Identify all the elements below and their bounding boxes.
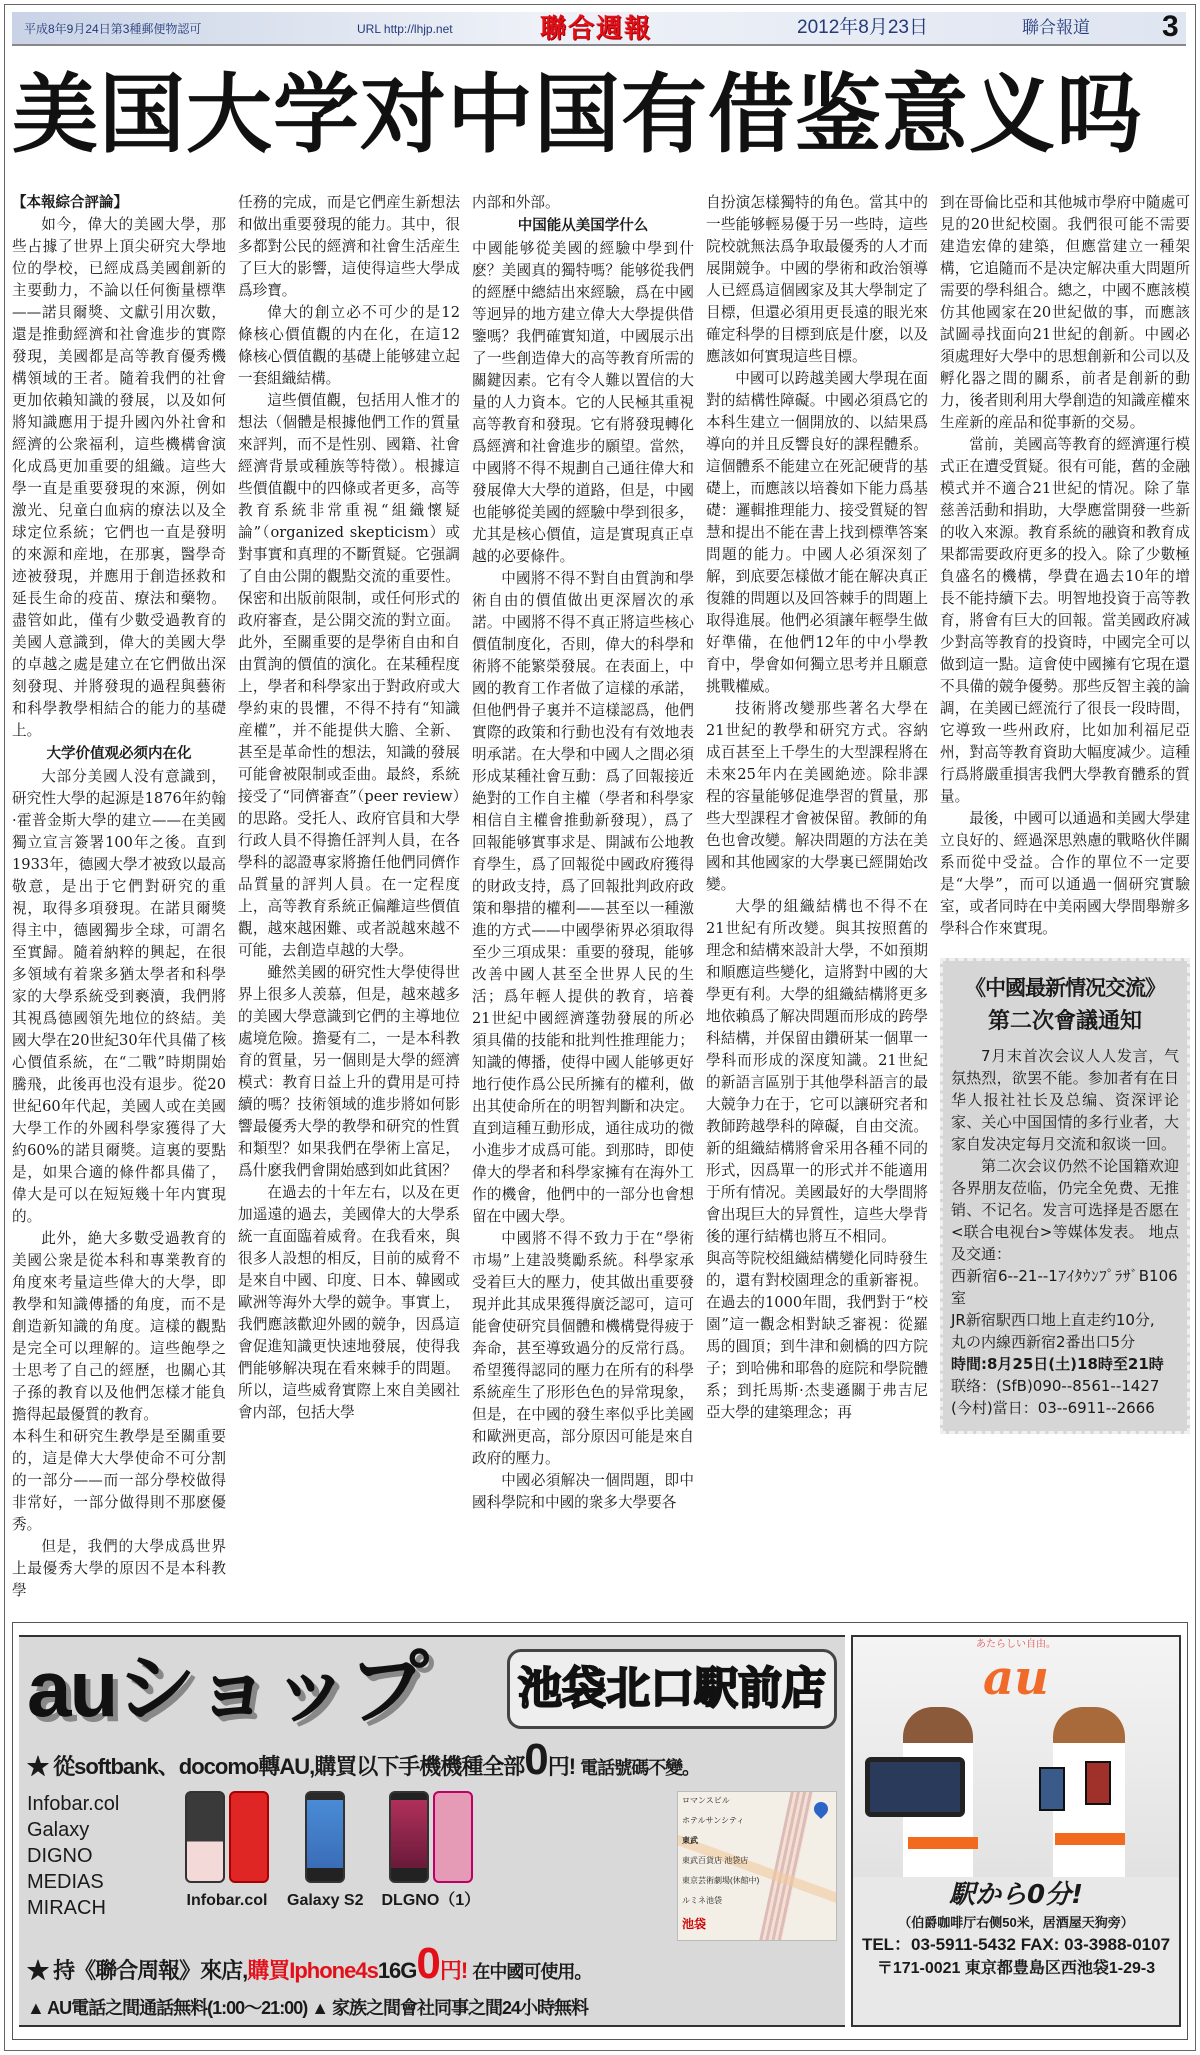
newspaper-logo: 聯合週報 [540,13,653,43]
headline: 美国大学对中国有借鉴意义吗 [12,65,1143,165]
digno-phone-front [389,1791,429,1883]
newspaper-page [4,4,1196,2051]
ad-title-row [27,1641,837,1737]
notice-contact: (今村)當日：03--6911--2666 [951,1399,1155,1417]
article-paragraph: 雖然美國的研究性大學使得世界上很多人羡慕，但是，越來越多的美國大學意識到它們的主導地位處境危險。擔憂有二，一是本科教育的質量，另一個則是大學的經濟模式：教育日益上升的費用是可持續的嗎？技術領域的進步將如何影響最優秀大學的教學和研究的性質和類型？如果我們在學術上富足，爲什麽我們會開始感到如此貧困？ [238,964,460,1179]
iphone-offer: 購買Iphone4s [247,1958,378,1983]
au-shop-logo: auショップ [27,1644,427,1733]
masthead-bar [12,12,1186,46]
zero-price: 0 [416,1939,440,1988]
galaxy-s2-phone [305,1791,345,1883]
zero-price: 0 [524,1735,548,1784]
model-list [27,1791,167,1921]
ad-slogan: 駅から0分! [949,1880,1083,1910]
map-label: ホテルサンシティ [682,1816,745,1825]
notice-title: 《中國最新情况交流》 [965,976,1165,1000]
store-map[interactable] [677,1791,837,1941]
store-name: 池袋北口駅前店 [507,1649,837,1729]
article-paragraph: 中國將不得不對自由質詢和學術自由的價值做出更深層次的承諾。中國將不得不真正將這些核心價值制度化，否則，偉大的科學和 術將不能繁榮發展。在表面上，中國的教育工作者做了這樣的承諾，但他們骨子裏并不這樣認爲，他們實際的政策和行動也没有有效地表明承諾。在大學和中國人之間必須形成某種社會互動：爲了回報接近絶對的工作自主權（學者和科學家相信自主權會推動新發現），爲了回報能够實事求是、開誠布公地教育學生，爲了回報從中國政府獲得的財政支持，爲了回報批判政府政策和舉措的權利——甚至以一種激進的方式——中國學術界必須取得至少三項成果：重要的發現，能够改善中國人甚至全世界人民的生活；爲年輕人提供的教育，培養21世紀中國經濟蓬勃發展的所必須具備的技能和批判性推理能力；知識的傳播，使得中國人能够更好地行使作爲公民所擁有的權利，做出其使命所在的明智判斷和决定。直到這種互動形成，通往成功的微小進步才成爲可能。到那時，即使偉大的學者和科學家擁有在海外工作的機會，他們中的一部分也會想留在中國大學。 [472,570,694,1225]
map-label: ルミネ池袋 [682,1896,722,1905]
infobar-phone-back [229,1791,269,1883]
phone-label: Infobar.col [186,1892,268,1909]
store-address: 〒171-0021 東京都豊島区西池袋1-29-3 [876,1960,1156,1977]
yen: 円! [439,1958,468,1983]
article-paragraph: 中國必須解决一個問題，即中國科學院和中國的衆多大學要各 [472,1472,694,1511]
notice-contact: 联络：(SfB)090--8561--1427 [951,1377,1160,1395]
offer-note: 電話號碼不變。 [580,1758,700,1778]
ad-main-panel [19,1635,845,2027]
notice-paragraph: 第二次会议仍然不论国籍欢迎各界朋友莅临，仍完全免费、无推销、不记名。发言可选择是否愿在<联合电视台>等媒体发表。 地点及交通： [951,1157,1179,1263]
page-number: 3 [1162,10,1179,43]
article-paragraph: 最後，中國可以通過和美國大學建立良好的、經過深思熟慮的戰略伙伴關系而從中受益。合作的單位不一定要是“大學”，而可以通過一個研究實驗室，或者同時在中美兩國大學間舉辦多學科合作來實現。 [940,810,1190,937]
article-paragraph: 任務的完成，而是它們産生新想法和做出重要發現的能力。其中，很多都對公民的經濟和社會生活産生了巨大的影響，這使得這些大學成爲珍寶。 [238,194,460,299]
orange-sash [1055,1833,1125,1845]
phone-card [287,1791,364,1911]
tablet-image [865,1757,965,1817]
model-item: MIRACH [27,1897,106,1919]
last-column-stack [940,192,1190,1434]
article-column [238,192,460,1424]
meeting-notice-box [940,958,1190,1434]
article-paragraph: 中國能够從美國的經驗中學到什麽？美國真的獨特嗎？能够從我們的經歷中總結出來經驗，爲在中國等迥异的地方建立偉大大學提供借鑒嗎？我們確實知道，中國展示出了一些創造偉大的高等教育所需的關鍵因素。它有令人難以置信的大量的人力資本。它的人民極其重視高等教育和發現。它有將發現轉化爲經濟和社會進步的願望。當然，中國將不得不規劃自己通往偉大和發展偉大大學的道路，但是，中國也能够從美國的經驗中學到很多，尤其是核心價值，這是實現真正卓越的必要條件。 [472,240,694,565]
offer-text: ★ 從softbank、docomo轉AU,購買以下手機機種全部 [27,1754,525,1779]
issue-date: 2012年8月23日 [797,17,928,38]
phone-image [1085,1761,1111,1805]
article-paragraph: 與高等院校組織結構變化同時發生的，還有對校園理念的重新審視。在過去的1000年間，我們對于“校園”這一觀念相對缺乏審視：從羅馬的圓頂；到牛津和劍橋的四方院子；到哈佛和耶魯的庭院和學院體系；到托馬斯·杰斐遜關于弗吉尼亞大學的建築理念；再 [706,1250,928,1421]
phone-label: DLGNO（1） [381,1892,481,1909]
notice-time: 時間:8月25日(土)18時至21時 [951,1355,1164,1373]
phone-showcase [27,1791,837,1941]
au-shop-advertisement [12,1622,1188,2040]
subheading: 大学价值观必须内在化 [46,746,192,762]
article-tag: 【本報綜合評論】 [12,195,128,211]
article-paragraph: 到在哥倫比亞和其他城市學府中隨處可見的20世紀校園。我們很可能不需要建造宏偉的建築，但應當建立一種架構，它追隨而不是决定解决重大問題所需要的學科組合。總之，中國不應該模仿其他國家在20世紀做的事，而應該試圖尋找面向21世紀的創新。中國必須處理好大學中的思想創新和公司以及孵化器之間的關系，前者是創新的動力，後者則利用大學創造的知識産權來生産新的産品和從事新的交易。 [940,194,1190,431]
subheading: 中国能从美国学什么 [517,218,649,234]
notice-address: 西新宿6--21--1ｱｲﾀｳﾝﾌﾟﾗｻﾞB106室 [951,1267,1178,1307]
photo-tagline: あたらしい自由。 [976,1639,1056,1650]
section-name: 聯合報道 [1022,18,1090,37]
article-body [12,192,1188,1602]
article-column [706,192,928,1424]
phone-card [382,1791,481,1911]
notice-paragraph: 7月末首次会议人人发言，气氛热烈，欲罢不能。参加者有在日华人报社社长及总编、资深评论家、关心中国国情的多行业者，大家自发决定每月交流和叙谈一回。 [951,1047,1179,1153]
article-column [12,192,226,1602]
article-column [472,192,694,1514]
offer-line-1 [27,1737,837,1791]
phone-card [185,1791,269,1911]
article-paragraph: 技術將改變那些著名大學在21世紀的教學和研究方式。容納成百甚至上千學生的大型課程將在未來25年内在美國絶迹。除非課程的容量能够促進學習的質量，那些大型課程才會被保留。教師的角色也會改變。解决問題的方法在美國和其他國家的大學裏已經開始改變。 [706,700,928,893]
article-paragraph: 内部和外部。 [472,194,560,211]
store-phone[interactable]: TEL：03-5911-5432 FAX: 03-3988-0107 [861,1935,1171,1954]
article-paragraph: 自扮演怎樣獨特的角色。當其中的一些能够輕易優于另一些時，這些院校就無法爲争取最優秀的人才而展開競争。中國的學術和政治領導人已經爲這個國家及其大學制定了目標，但還必須用更長遠的眼光來確定科學的目標到底是什麽，以及應該如何實現這些目標。 [706,194,928,365]
article-paragraph: 中國將不得不致力于在“學術市場”上建設獎勵系統。科學家承受着巨大的壓力，使其做出重要發現并此其成果獲得廣泛認可，這可能會使研究員個體和機構覺得疲于奔命，甚至導致過分的反常行爲。希望獲得認同的壓力在所有的科學系統産生了形形色色的异常現象，但是，在中國的發生率似乎比美國和歐洲更高，部分原因可能是來自政府的壓力。 [472,1230,694,1467]
article-column [940,192,1190,940]
notice-access: 丸の内線西新宿2番出口5分 [951,1333,1136,1351]
offer-note: 在中國可使用。 [472,1962,592,1982]
ad-photo-panel [851,1635,1181,2027]
map-label: 池袋 [682,1917,707,1931]
map-label: 東武 [682,1836,698,1845]
model-item: Galaxy [27,1819,90,1841]
map-label: 東京芸術劇場(休館中) [682,1876,760,1885]
site-url[interactable]: URL http://lhjp.net [357,22,453,36]
article-paragraph: 這些價值觀，包括用人惟才的想法（個體是根據他們工作的質量來評判，而不是性别、國籍、社會經濟背景或種族等特徵）。根據這些價值觀中的四條或者更多，高等教育系統非常重視“組織懷疑論”（organized skepticism）或對事實和真理的不斷質疑。它强調了自由公開的觀點交流的重要性。保密和出版前限制，或任何形式的政府審查，是公開交流的對立面。此外，至關重要的是學術自由和自由質詢的價值的演化。在某種程度上，學者和科學家出于對政府或大學約束的畏懼，不得不持有“知識産權”，并不能提供大膽、全新、甚至是革命性的想法，知識的發展可能會被限制或歪曲。最終，系統接受了“同儕審查”（peer review）的思路。受托人、政府官員和大學行政人員不得擔任評判人員，在各學科的認證專家將擔任他們同儕作品質量的評判人員。在一定程度上，高等教育系統正偏離這些價值觀，越來越困難、或者説越來越不可能，去創造卓越的大學。 [238,392,460,959]
au-brand-logo: au [983,1650,1049,1706]
phone-label: Galaxy S2 [287,1892,364,1909]
notice-subtitle: 第二次會議通知 [987,1008,1142,1034]
store-location: （伯爵咖啡厅右侧50米，居酒屋天狗旁） [898,1915,1134,1930]
infobar-phone-front [185,1791,225,1883]
article-paragraph: 在過去的十年左右，以及在更加遥遠的過去，美國偉大的大學系統一直面臨着威脅。在我看來，與很多人設想的相反，目前的威脅不是來自中國、印度、日本、韓國或歐洲等海外大學的競争。事實上，我們應該歡迎外國的競争，因爲這會促進知識更快速地發展，使得我們能够解决現在看來棘手的問題。所以，這些威脅實際上來自美國社會内部，包括大學 [238,1184,460,1421]
article-paragraph: 大學的組織結構也不得不在21世紀有所改變。與其按照舊的理念和結構來設計大學，不如預期和順應這些變化，這將對中國的大學更有利。大學的組織結構將更多地依賴爲了解决問題而形成的跨學科結構，并保留由鑽研某一個單一學科而形成的深度知識。21世紀的新語言區别于其他學科語言的最大競争力在于，它可以讓研究者和教師跨越學科的障礙，自由交流。新的組織結構將會采用各種不同的形式，因爲單一的形式并不能適用于所有情况。美國最好的大學間將會出現巨大的异質性，這些大學背後的運行結構也將互不相同。 [706,898,928,1245]
promo-photo [853,1637,1179,1877]
offer-line-2 [27,1941,837,1995]
article-paragraph: 此外，絶大多數受過教育的美國公衆是從本科和專業教育的角度來考量這些偉大的大學，即教學和知識傳播的角度，而不是創造新知識的角度。這樣的觀點是完全可以理解的。這些飽學之士思考了自己的經歷，也關心其子孫的教育以及他們怎樣才能負擔得起最優質的教育。 [12,1230,226,1423]
capacity: 16G [377,1958,417,1983]
article-paragraph: 如今，偉大的美國大學，那些占據了世界上頂尖研究大學地位的學校，已經成爲美國創新的主要動力，不論以任何衡量標準——諾貝爾獎、文獻引用次數，還是推動經濟和社會進步的實際發現，美國都是高等教育優秀機構領域的王者。隨着我們的社會更加依賴知識的發展，以及如何將知識應用于提升國內外社會和經濟的公衆福利，這些機構會演化成爲更加重要的組織。這些大學一直是重要發現的來源，例如激光、兒童白血病的療法以及全球定位系統；它們也一直是發明的來源和産地，在那裏，醫學奇迹被發現，并應用于創造拯救和延長生命的疫苗、療法和藥物。盡管如此，僅有少數受過教育的美國人意識到，偉大的美國大學的卓越之處是建立在它們做出深刻發現、并將發現的過程與藝術和科學教學相結合的能力的基礎上。 [12,216,226,739]
article-paragraph: 當前，美國高等教育的經濟運行模式正在遭受質疑。很有可能，舊的金融模式并不適合21世紀的情况。除了靠慈善活動和捐助，大學應當開發一些新的收入來源。教育系統的融資和教育成果都需要政府更多的投入。除了少數極負盛名的機構，學費在過去10年的增長不能持續下去。明智地投資于高等教育，將會有巨大的回報。當美國政府减少對高等教育的投資時，中國完全可以做到這一點。這會使中國擁有它現在還不具備的競争優勢。那些反智主義的論調，在美國已經流行了很長一段時間，它導致一些州政府，比如加利福尼亞州，對高等教育資助大幅度减少。這種行爲將嚴重損害我們大學教育體系的質量。 [940,436,1190,805]
article-paragraph: 但是，我們的大學成爲世界上最優秀大學的原因不是本科教學 [12,1538,226,1599]
article-paragraph: 偉大的創立必不可少的是12條核心價值觀的内在化，在這12條核心價值觀的基礎上能够建立起一套組織結構。 [238,304,460,387]
model-item: DIGNO [27,1845,93,1867]
map-label: 東武百貨店 池袋店 [682,1856,749,1865]
offer-line-3: ▲ AU電話之間通話無料(1:00～21:00) ▲ 家族之間會社同事之間24小時無料 [27,1998,589,2018]
map-pin-icon [811,1799,831,1819]
article-paragraph: 大部分美國人没有意識到，研究性大學的起源是1876年約翰·霍普金斯大學的建立——在美國獨立宣言簽署100年之後。直到1933年，德國大學才被致以最高敬意，是出于它們對研究的重視，取得多項發現。在諾貝爾獎得主中，德國獨步全球，可謂名至實歸。隨着納粹的興起，在很多領域有着衆多猶太學者和科學家的大學系統受到褻瀆，我們將其視爲德國領先地位的終結。美國大學在20世紀30年代具備了核心價值系統，在“二戰”時期開始騰飛，此後再也没有退步。從20世紀60年代起，美國人或在美國大學工作的外國科學家獲得了大約60%的諾貝爾獎。這裏的要點是，如果合適的條件都具備了，偉大是可以在短短幾十年内實現的。 [12,768,226,1225]
orange-sash [908,1837,978,1849]
model-item: MEDIAS [27,1871,104,1893]
offer-text: ★ 持《聯合周報》來店, [27,1958,248,1983]
digno-phone-back [433,1791,473,1883]
map-label: ロマンスビル [682,1796,730,1805]
article-paragraph: 中國可以跨越美國大學現在面對的結構性障礙。中國必須爲它的本科生建立一個開放的、以結果爲導向的并且反響良好的課程體系。這個體系不能建立在死記硬背的基礎上，而應該以培養如下能力爲基礎：邏輯推理能力、接受質疑的智慧和提出不能在書上找到標準答案問題的能力。中國人必須深刻了解，到底要怎樣做才能在解决真正復雜的問題以及回答棘手的問題上取得進展。他們必須讓年輕學生做好準備，在他們12年的中小學教育中，學會如何獨立思考并且願意挑戰權威。 [706,370,928,695]
yen: 円! [547,1754,576,1779]
article-paragraph: 本科生和研究生教學是至關重要的，這是偉大大學使命不可分割的一部分——而一部分學校做得非常好，一部分做得則不那麽優秀。 [12,1428,226,1533]
notice-access: JR新宿駅西口地上直走约10分, [951,1311,1155,1329]
postal-permit: 平成8年9月24日第3種郵便物認可 [24,22,202,36]
model-item: Infobar.col [27,1793,120,1815]
phone-image [1039,1767,1065,1811]
